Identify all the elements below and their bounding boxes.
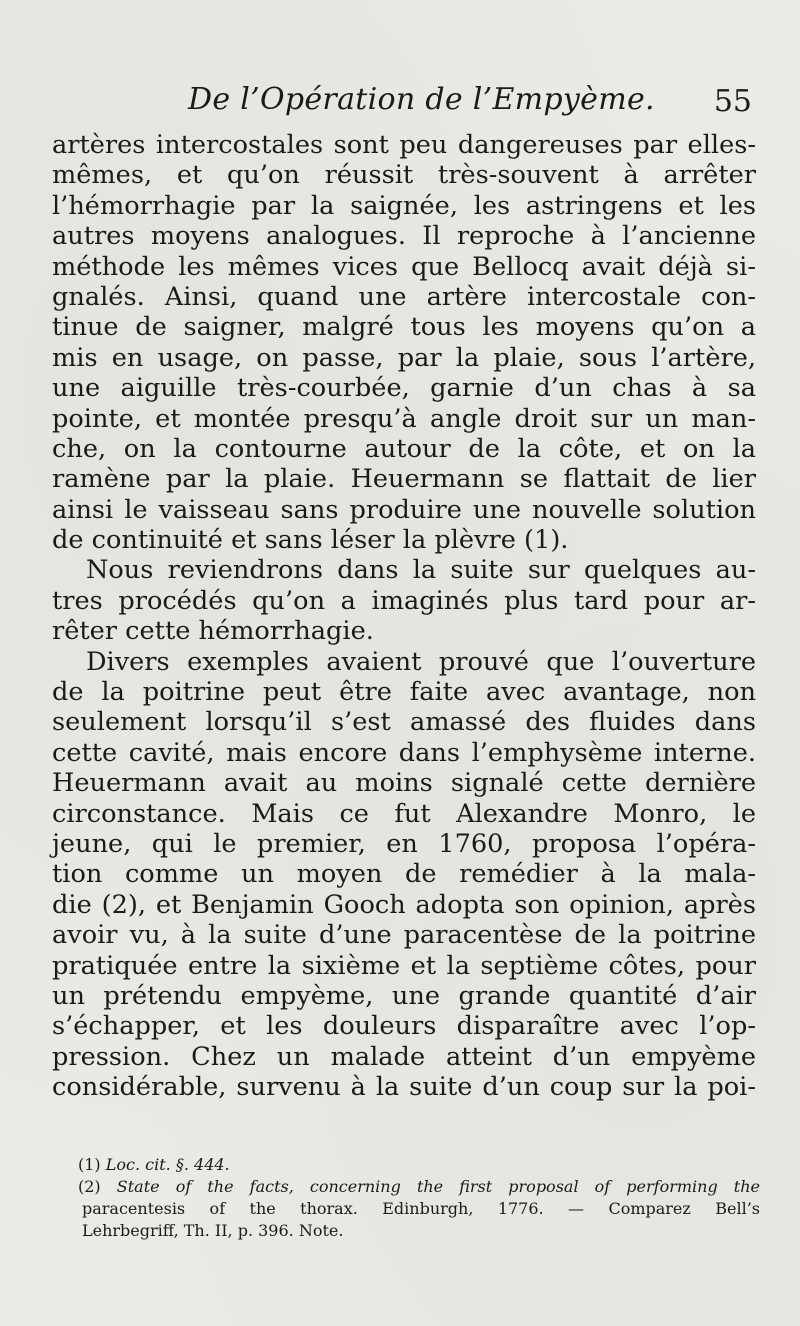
text-line: s’échapper, et les douleurs disparaître avec l’op- — [52, 1011, 756, 1042]
text-line: considérable, survenu à la suite d’un coup sur la poi- — [52, 1072, 756, 1103]
footnote-2 — [78, 1176, 760, 1198]
footnote-text: Loc. cit. §. 444. — [105, 1155, 230, 1174]
text-line: un prétendu empyème, une grande quantité d’air — [52, 980, 756, 1011]
text-line: autres moyens analogues. Il reproche à l’ancienne — [52, 221, 756, 252]
text-line: ramène par la plaie. Heuermann se flattait de lier — [52, 464, 756, 495]
text-line: tinue de saigner, malgré tous les moyens qu’on a — [52, 312, 756, 343]
text-line: de la poitrine peut être faite avec avantage, non — [52, 677, 756, 708]
text-line: l’hémorrhagie par la saignée, les astringens et les — [52, 190, 756, 221]
text-line: méthode les mêmes vices que Bellocq avait déjà si- — [52, 251, 756, 282]
text-line: mis en usage, on passe, par la plaie, sous l’artère, — [52, 342, 756, 373]
text-line: pression. Chez un malade atteint d’un empyème — [52, 1041, 756, 1072]
text-line: circonstance. Mais ce fut Alexandre Monro, le — [52, 798, 756, 829]
footnote-2-continued: Lehrbegriff, Th. II, p. 396. Note. — [82, 1221, 344, 1240]
text-line: de continuité et sans léser la plèvre (1). — [52, 525, 569, 556]
body-text — [52, 130, 756, 1103]
text-line: Heuermann avait au moins signalé cette dernière — [52, 768, 756, 799]
text-line: che, on la contourne autour de la côte, et on la — [52, 433, 756, 464]
text-line: rêter cette hémorrhagie. — [52, 616, 374, 647]
footnotes — [78, 1154, 760, 1242]
text-line: artères intercostales sont peu dangereuses par elles- — [52, 130, 756, 160]
footnote-marker: (1) — [78, 1155, 101, 1174]
text-line: gnalés. Ainsi, quand une artère intercostale con- — [52, 281, 756, 312]
text-line: pointe, et montée presqu’à angle droit sur un man- — [52, 403, 756, 434]
text-line: une aiguille très-courbée, garnie d’un chas à sa — [52, 373, 756, 404]
text-line: ainsi le vaisseau sans produire une nouvelle solution — [52, 494, 756, 525]
footnote-1 — [78, 1154, 760, 1176]
text-line: die (2), et Benjamin Gooch adopta son opinion, après — [52, 889, 756, 920]
running-title: De l’Opération de l’Empyème. — [188, 82, 655, 117]
text-line: seulement lorsqu’il s’est amassé des fluides dans — [52, 707, 756, 738]
text-line: mêmes, et qu’on réussit très-souvent à arrêter — [52, 160, 756, 191]
paragraph-first-line: Divers exemples avaient prouvé que l’ouverture — [86, 646, 756, 677]
page-number: 55 — [713, 84, 752, 119]
text-line: jeune, qui le premier, en 1760, proposa l’opéra- — [52, 828, 756, 859]
footnote-text: State of the facts, concerning the first proposal of performing the — [116, 1177, 761, 1196]
page-header — [0, 78, 800, 128]
text-line: pratiquée entre la sixième et la septième côtes, pour — [52, 950, 756, 981]
text-line: tion comme un moyen de remédier à la mala- — [52, 859, 756, 890]
text-line: cette cavité, mais encore dans l’emphysème interne. — [52, 737, 756, 768]
footnote-marker: (2) — [78, 1177, 101, 1196]
text-line: tres procédés qu’on a imaginés plus tard pour ar- — [52, 585, 756, 616]
footnote-2-continued: paracentesis of the thorax. Edinburgh, 1776. — Comparez Bell’s — [82, 1199, 760, 1218]
text-line: avoir vu, à la suite d’une paracentèse de la poitrine — [52, 920, 756, 951]
paragraph-first-line: Nous reviendrons dans la suite sur quelques au- — [86, 555, 756, 586]
